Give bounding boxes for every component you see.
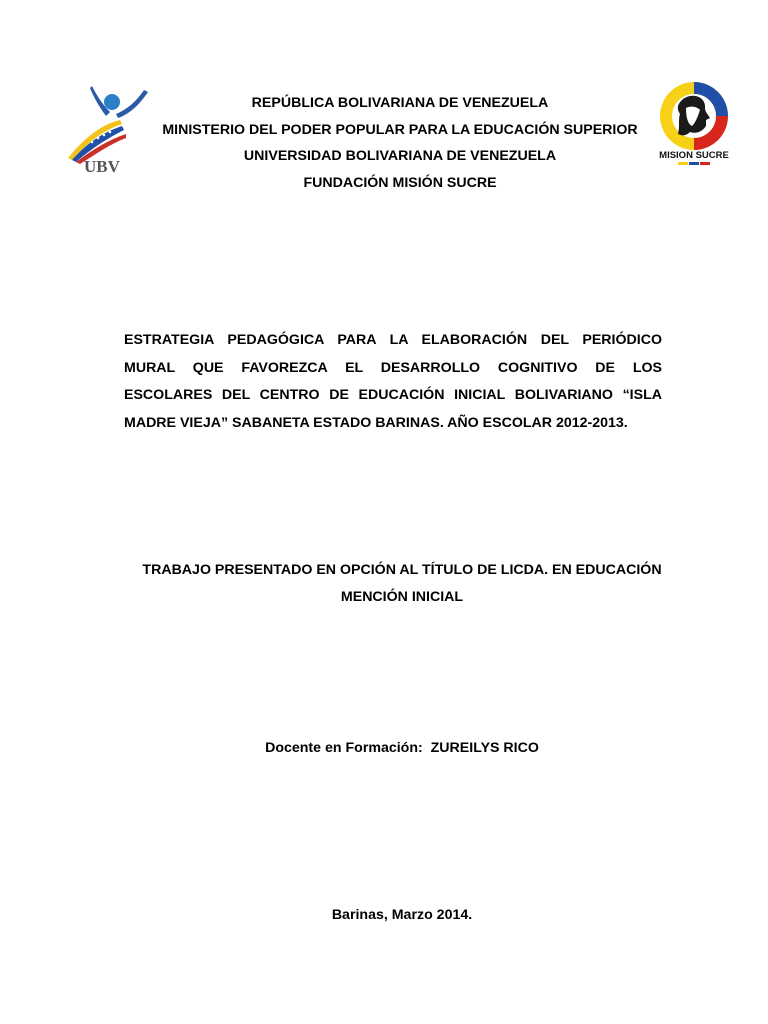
thesis-title-line: MURAL QUE FAVOREZCA EL DESARROLLO COGNITIVO DE LOS	[124, 359, 662, 376]
degree-statement-line: MENCIÓN INICIAL	[340, 589, 464, 605]
mision-sucre-logo-flag-red	[700, 162, 710, 165]
header-line-university: UNIVERSIDAD BOLIVARIANA DE VENEZUELA	[243, 148, 557, 164]
ubv-logo-head	[104, 94, 120, 110]
thesis-title-line: ESCOLARES DEL CENTRO DE EDUCACIÓN INICIAL BOLIVARIANO “ISLA	[124, 387, 662, 403]
thesis-title-line: ESTRATEGIA PEDAGÓGICA PARA LA ELABORACIÓN DEL PERIÓDICO	[124, 332, 662, 348]
institution-header	[130, 90, 670, 196]
author-name: ZUREILYS RICO	[430, 740, 539, 756]
ubv-logo-text: UBV	[84, 157, 120, 176]
thesis-title-line: MADRE VIEJA” SABANETA ESTADO BARINAS. AÑO ESCOLAR 2012-2013.	[124, 414, 628, 431]
degree-statement	[110, 557, 694, 611]
place-and-date: Barinas, Marzo 2014.	[331, 907, 473, 923]
mision-sucre-logo-flag-yellow	[678, 162, 688, 165]
header-line-ministry: MINISTERIO DEL PODER POPULAR PARA LA EDUCACIÓN SUPERIOR	[162, 121, 638, 138]
header-line-foundation: FUNDACIÓN MISIÓN SUCRE	[303, 174, 497, 191]
header-line-republic: REPÚBLICA BOLIVARIANA DE VENEZUELA	[251, 95, 549, 111]
mision-sucre-logo-flag-blue	[689, 162, 699, 165]
degree-statement-line: TRABAJO PRESENTADO EN OPCIÓN AL TÍTULO DE LICDA. EN EDUCACIÓN	[142, 562, 662, 578]
thesis-title	[124, 327, 662, 437]
author-label: Docente en Formación:	[265, 740, 423, 756]
mision-sucre-logo-text: MISION SUCRE	[659, 150, 729, 161]
author-line	[0, 738, 768, 758]
